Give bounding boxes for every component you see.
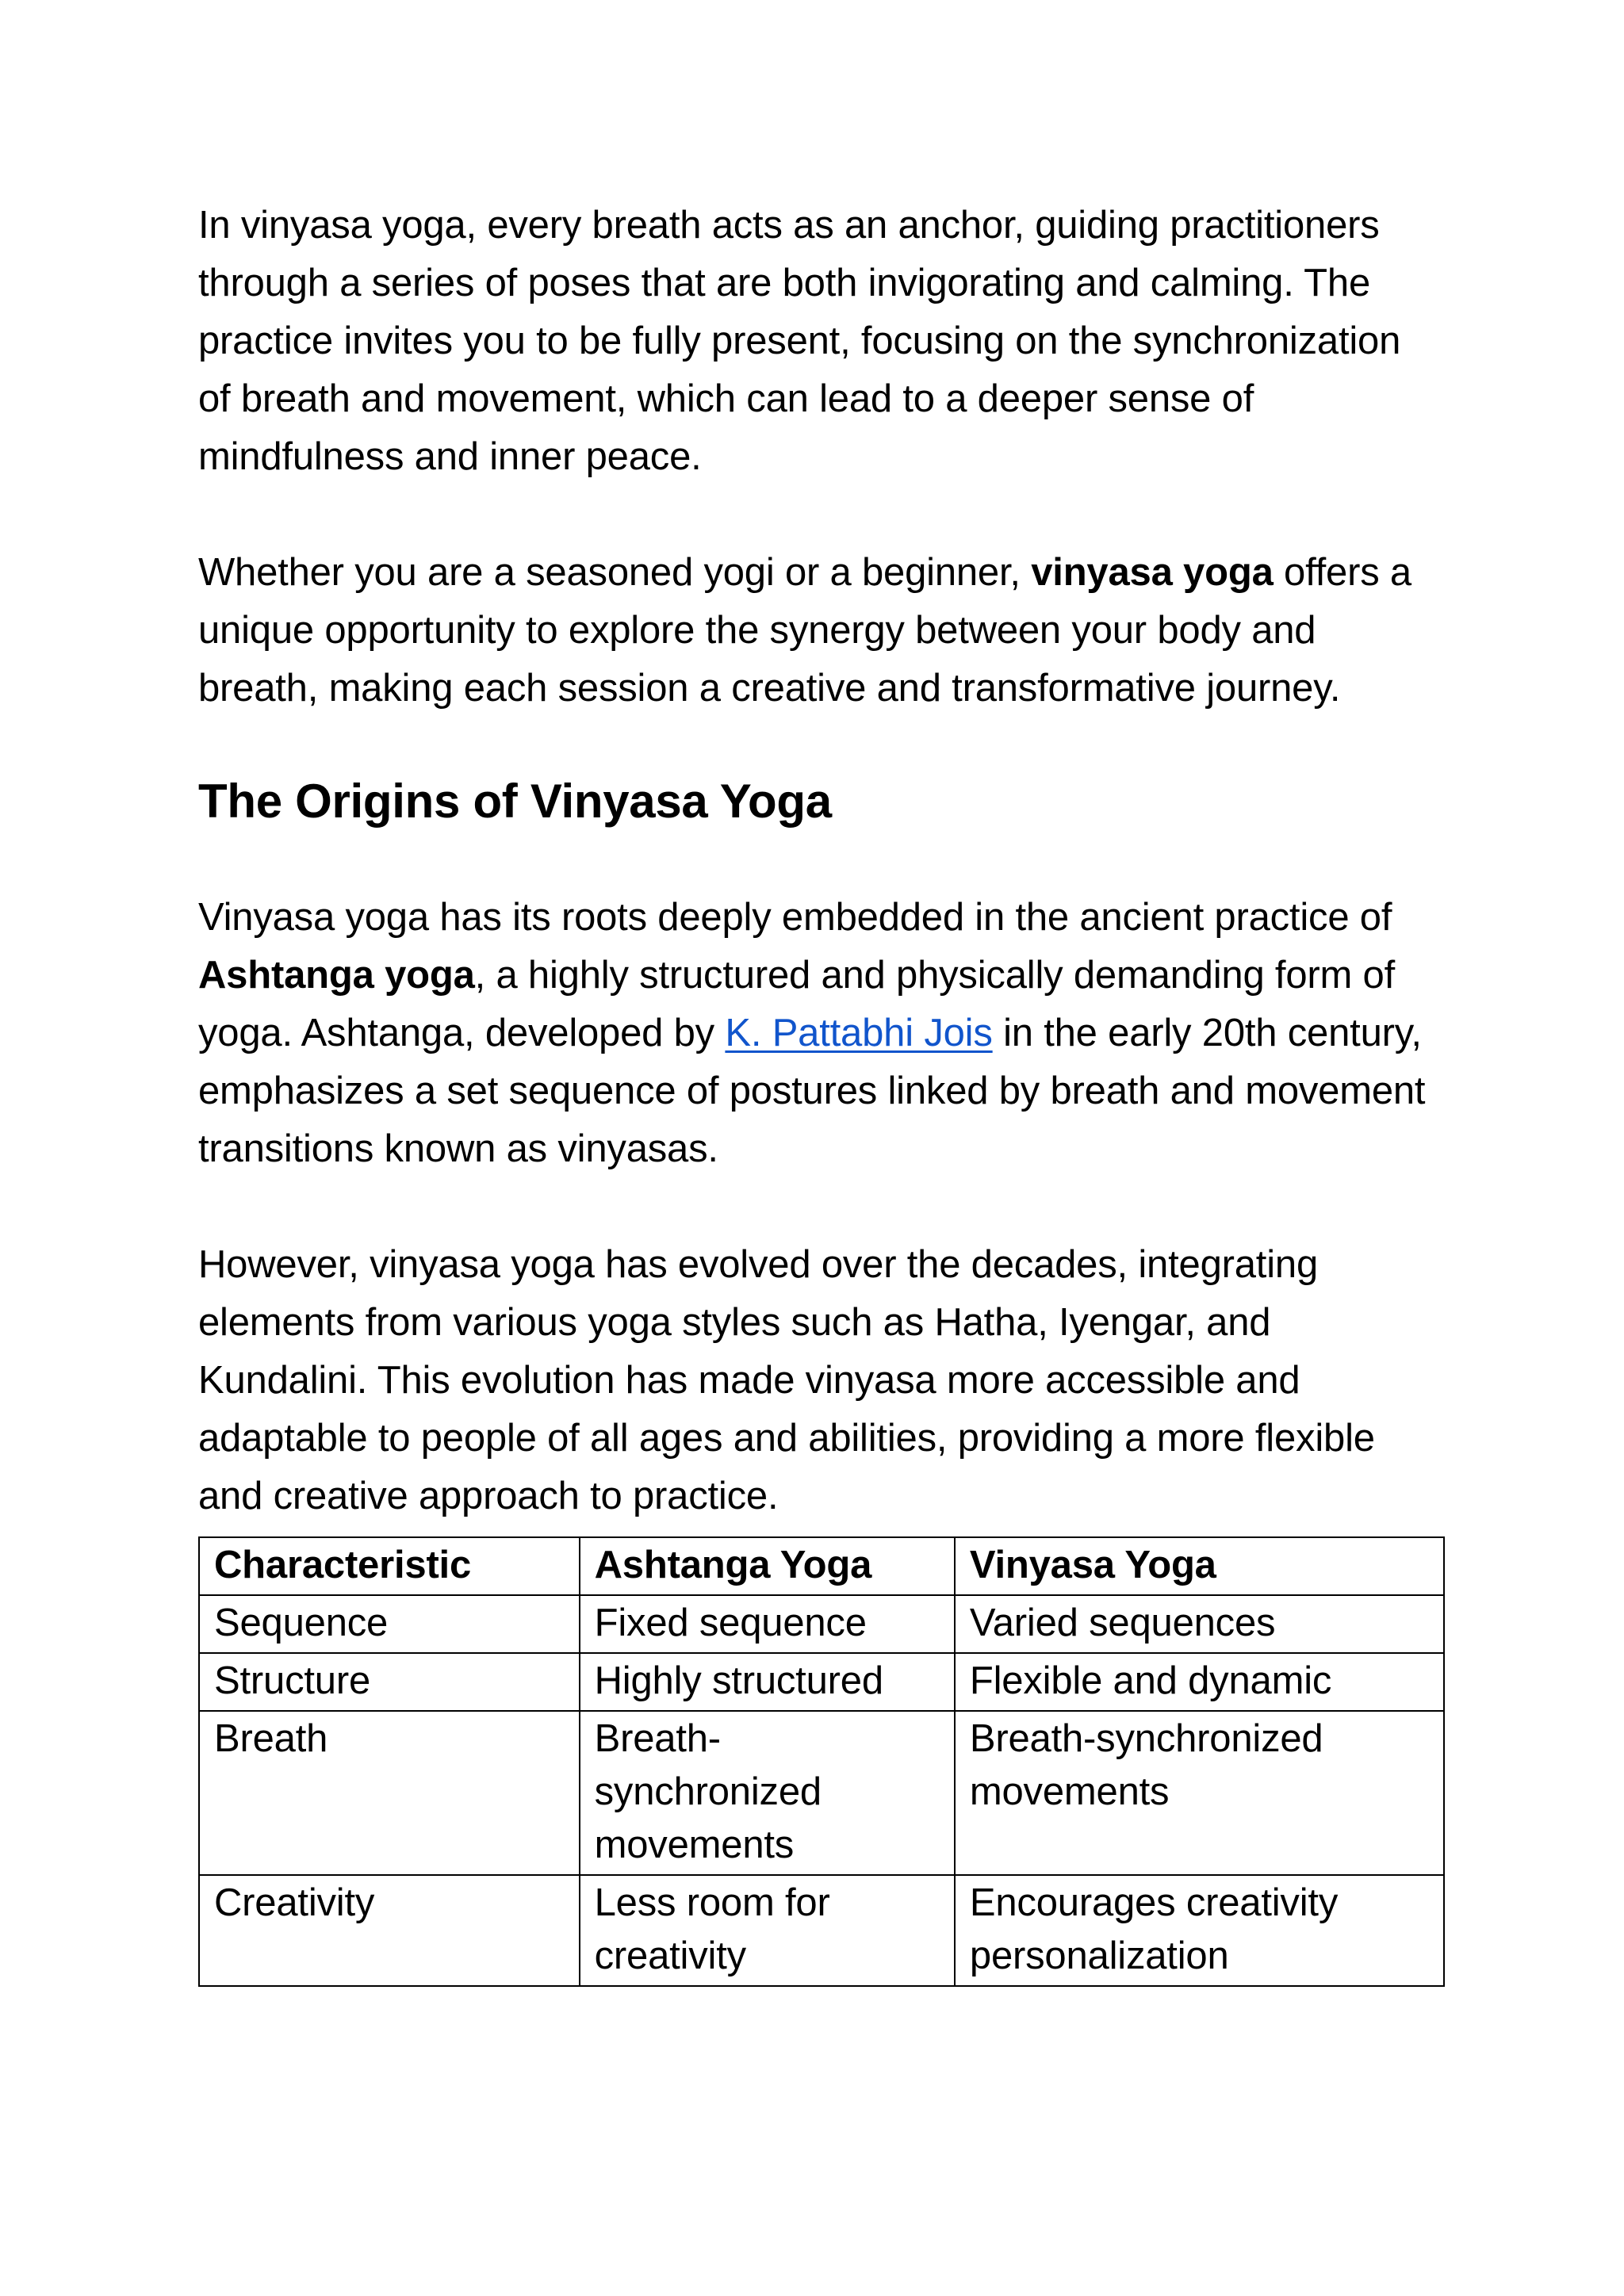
intro-paragraph-2 [198,544,1443,718]
intro-paragraph-1-text: In vinyasa yoga, every breath acts as an anchor, guiding practitioners through a series of poses that are both invigorating and calming. The practice invites you to be fully present, focusing on the synchronization of breath and movement, which can lead to a deeper sense of mindfulness and inner peace. [198,204,1401,478]
document-body [198,197,1443,1987]
table-row [199,1711,1444,1875]
table-header-cell: Vinyasa Yoga [955,1537,1444,1595]
table-cell: Breath [199,1711,580,1875]
vinyasa-yoga-bold: vinyasa yoga [1031,551,1274,594]
table-row [199,1595,1444,1653]
table-cell: Flexible and dynamic [955,1653,1444,1711]
intro-paragraph-2-text-start: Whether you are a seasoned yogi or a beginner, [198,551,1032,594]
table-cell: Breath-synchronized movements [955,1711,1444,1875]
table-cell: Fixed sequence [580,1595,955,1653]
table-cell: Structure [199,1653,580,1711]
section-heading-origins: The Origins of Vinyasa Yoga [198,775,832,828]
table-cell: Encourages creativity personalization [955,1875,1444,1986]
table-cell: Sequence [199,1595,580,1653]
table-cell: Highly structured [580,1653,955,1711]
origins-paragraph-2-text: However, vinyasa yoga has evolved over the decades, integrating elements from various yoga styles such as Hatha, Iyengar, and Kundalini. This evolution has made vinyasa more accessible and adaptable to people of all ages and abilities, providing a more flexible and creative approach to practice. [198,1243,1375,1517]
intro-paragraph-2-text-end: offers a unique opportunity to explore the synergy between your body and breath, making each session a creative and transformative journey. [198,551,1411,710]
table-cell: Creativity [199,1875,580,1986]
table-cell: Less room for creativity [580,1875,955,1986]
origins-paragraph-1-text-mid: , a highly structured and physically demanding form of yoga. Ashtanga, developed by [198,954,1396,1054]
comparison-table [198,1536,1445,1987]
origins-paragraph-1-text-end: in the early 20th century, emphasizes a set sequence of postures linked by breath and movement transitions known as vinyasas. [198,1012,1426,1170]
table-header-row [199,1537,1444,1595]
table-header-cell: Characteristic [199,1537,580,1595]
origins-paragraph-2 [198,1236,1443,1525]
table-header-cell: Ashtanga Yoga [580,1537,955,1595]
origins-paragraph-1-text-start: Vinyasa yoga has its roots deeply embedded in the ancient practice of [198,896,1392,939]
table-cell: Breath-synchronized movements [580,1711,955,1875]
table-cell: Varied sequences [955,1595,1444,1653]
pattabhi-jois-link[interactable]: K. Pattabhi Jois [725,1012,993,1054]
table-row [199,1875,1444,1986]
table-row [199,1653,1444,1711]
ashtanga-yoga-bold: Ashtanga yoga [198,954,475,997]
intro-paragraph-1 [198,197,1443,486]
origins-paragraph-1 [198,889,1443,1178]
